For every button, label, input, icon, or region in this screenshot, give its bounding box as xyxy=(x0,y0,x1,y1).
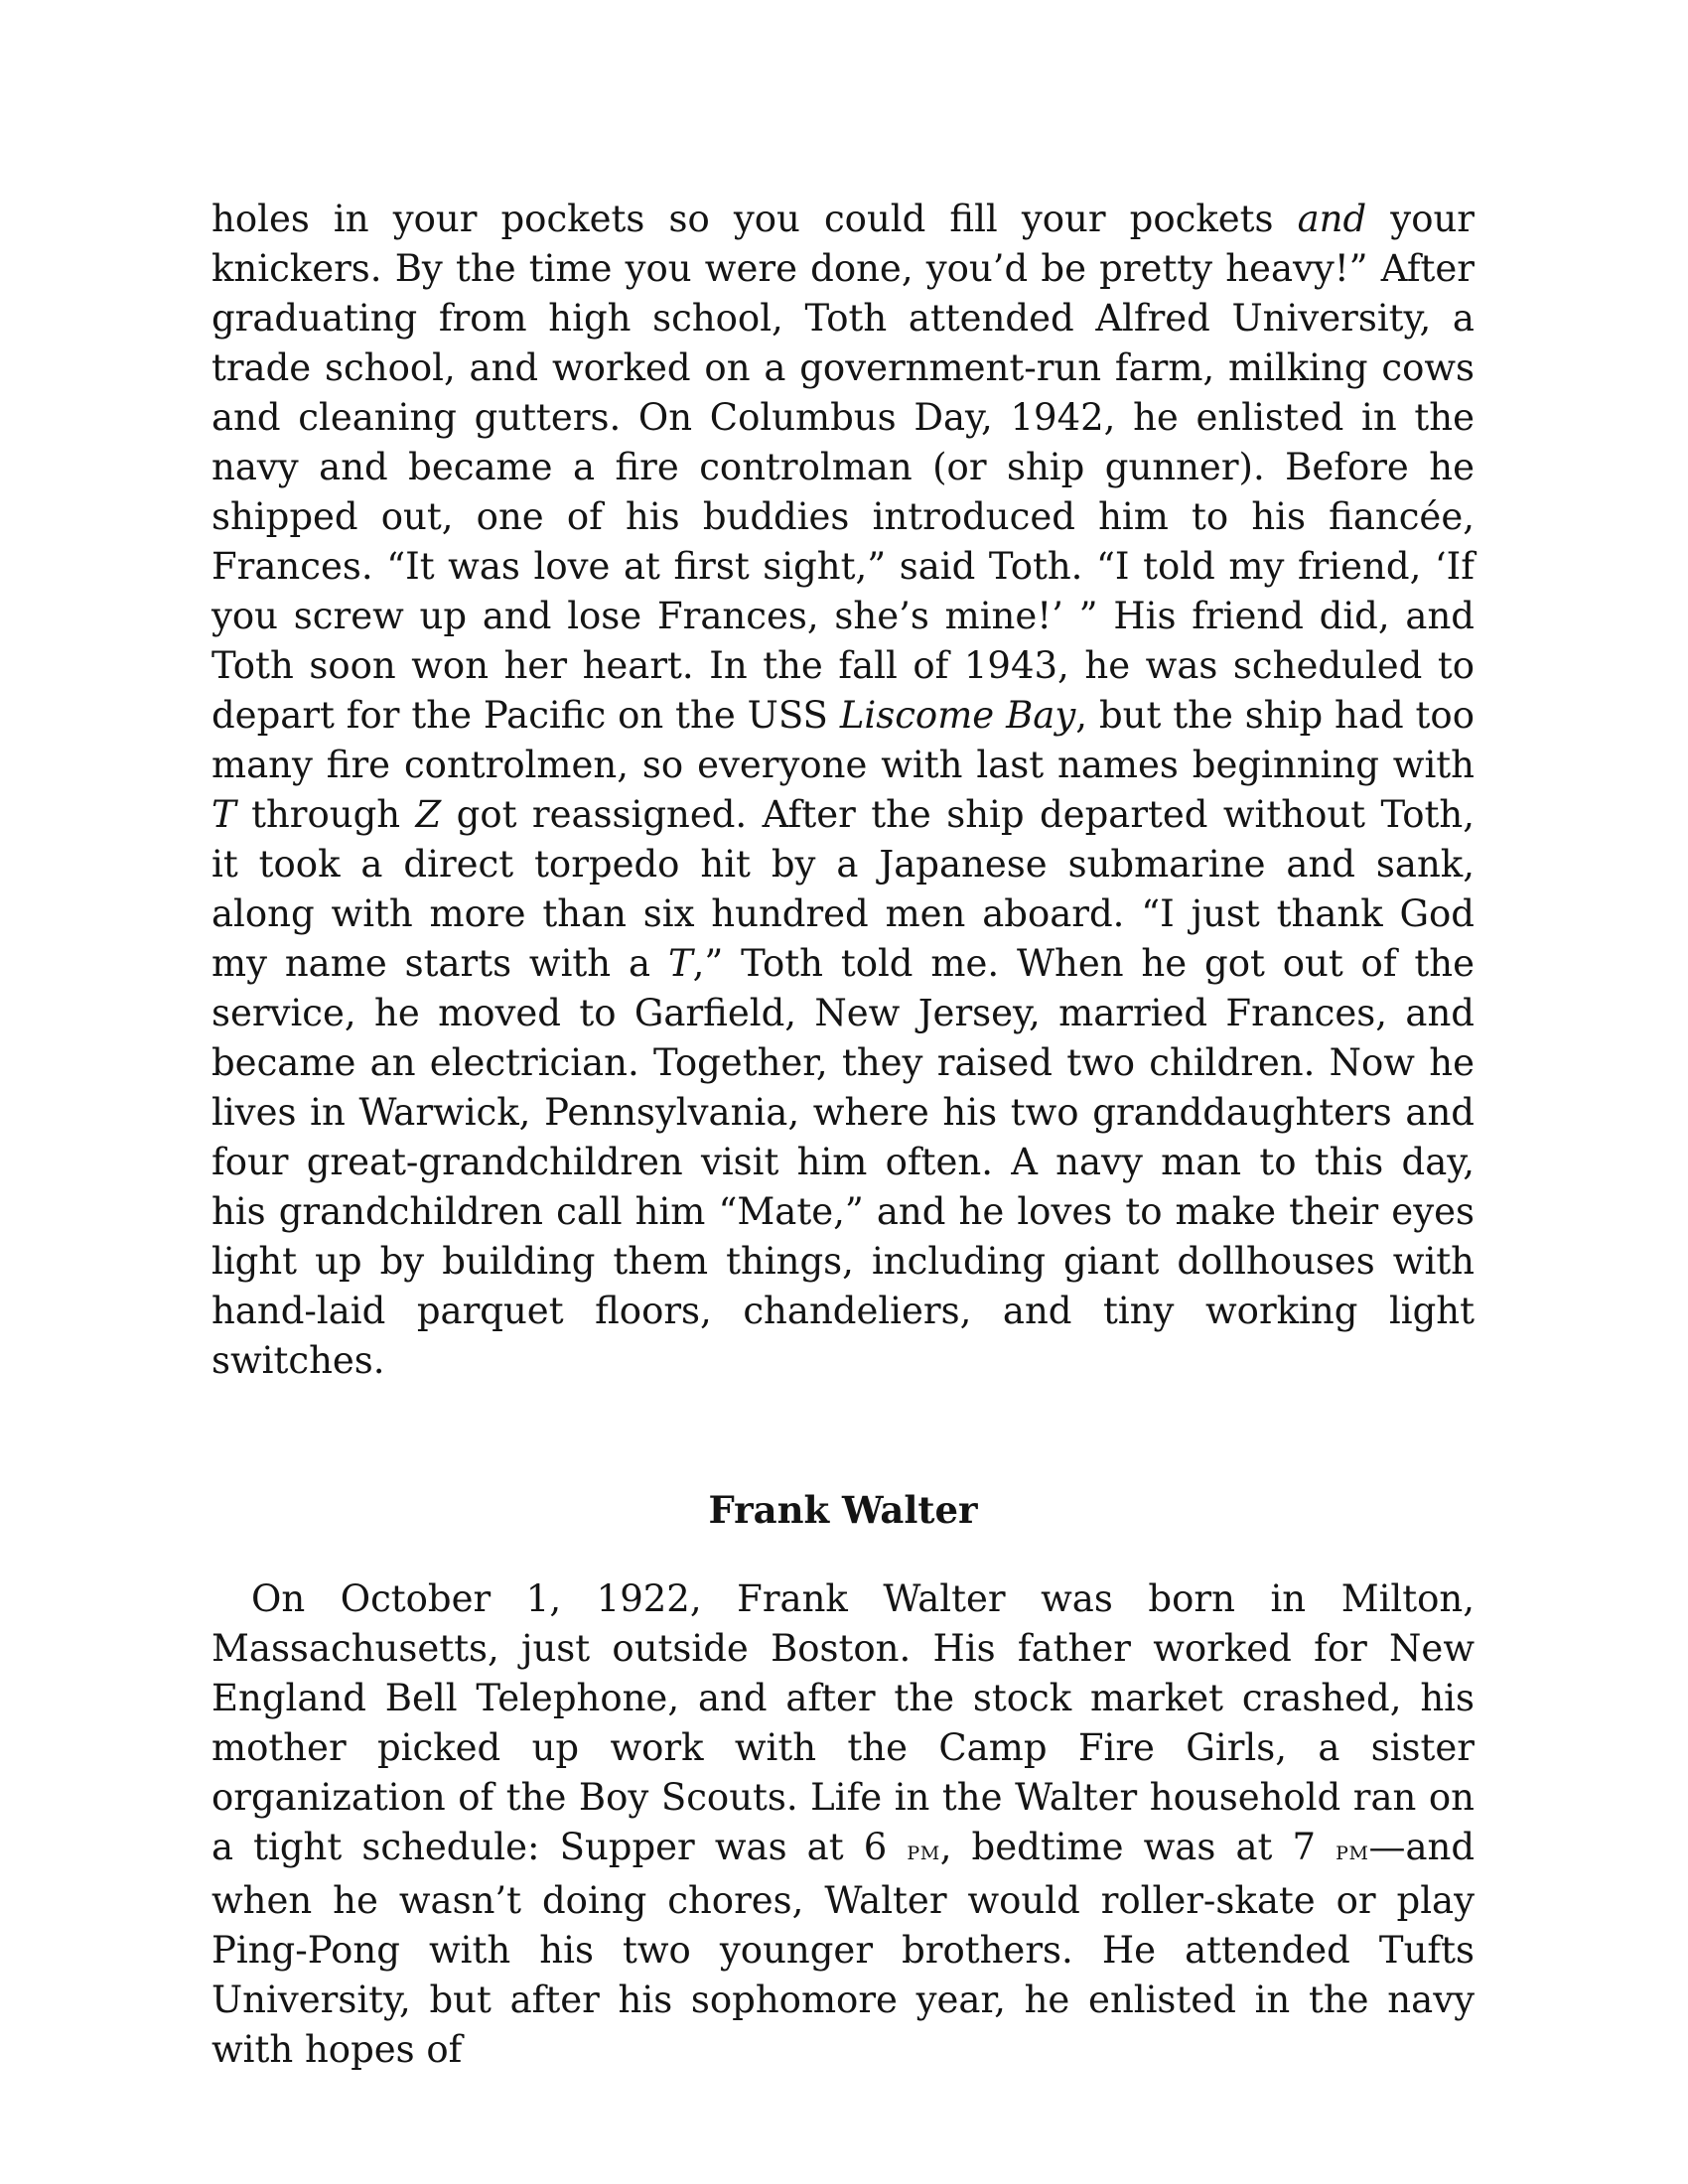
paragraph-walter-bio xyxy=(211,1574,1475,2075)
italic-letter: T xyxy=(211,793,236,836)
text-span: , bedtime was at 7 xyxy=(939,1826,1336,1868)
text-span: through xyxy=(235,793,416,836)
small-caps-pm: pm xyxy=(1336,1836,1369,1866)
text-span: ,” Toth told me. When he got out of the service, he moved to Garfield, New Jersey, married Frances, and became an electrician. Together, they raised two children. Now he lives in Warwick, Pennsylvania, where his two granddaughters and four great-grandchildren visit him often. A navy man to this day, his grandchildren call him “Mate,” and he loves to make their eyes light up by building them things, including giant dollhouses with hand-laid parquet floors, chandeliers, and tiny working light switches. xyxy=(211,942,1475,1382)
italic-text: and xyxy=(1297,198,1367,240)
small-caps-pm: pm xyxy=(907,1836,940,1866)
ship-name-italic: Liscome Bay xyxy=(839,694,1076,737)
book-page-content xyxy=(211,195,1475,2075)
text-span: holes in your pockets so you could fill your pockets xyxy=(211,198,1298,240)
italic-letter: Z xyxy=(415,793,442,836)
text-span: —and when he wasn’t doing chores, Walter would roller-skate or play Ping-Pong with his two younger brothers. He attended Tufts University, but after his sophomore year, he enlisted in the navy with hopes of xyxy=(211,1826,1476,2071)
text-span: , but the ship had too many fire controlmen, so everyone with last names beginning with xyxy=(211,694,1475,786)
text-span: your knickers. By the time you were done, you’d be pretty heavy!” After graduating from high school, Toth attended Alfred University, a trade school, and worked on a government-run farm, milking cows and cleaning gutters. On Columbus Day, 1942, he enlisted in the navy and became a fire controlman (or ship gunner). Before he shipped out, one of his buddies introduced him to his fiancée, Frances. “It was love at first sight,” said Toth. “I told my friend, ‘If you screw up and lose Frances, she’s mine!’ ” His friend did, and Toth soon won her heart. In the fall of 1943, he was scheduled to depart for the Pacific on the USS xyxy=(211,198,1475,737)
text-span: got reassigned. After the ship departed without Toth, it took a direct torpedo hit by a Japanese submarine and sank, along with more than six hundred men aboard. “I just thank God my name starts with a xyxy=(211,793,1475,985)
section-heading: Frank Walter xyxy=(708,1488,978,1532)
italic-letter: T xyxy=(667,942,693,985)
paragraph-toth-continued xyxy=(211,195,1475,1386)
text-span: On October 1, 1922, Frank Walter was born in Milton, Massachusetts, just outside Boston. His father worked for New England Bell Telephone, and after the stock market crashed, his mother picked up work with the Camp Fire Girls, a sister organization of the Boy Scouts. Life in the Walter household ran on a tight schedule: Supper was at 6 xyxy=(211,1577,1475,1868)
